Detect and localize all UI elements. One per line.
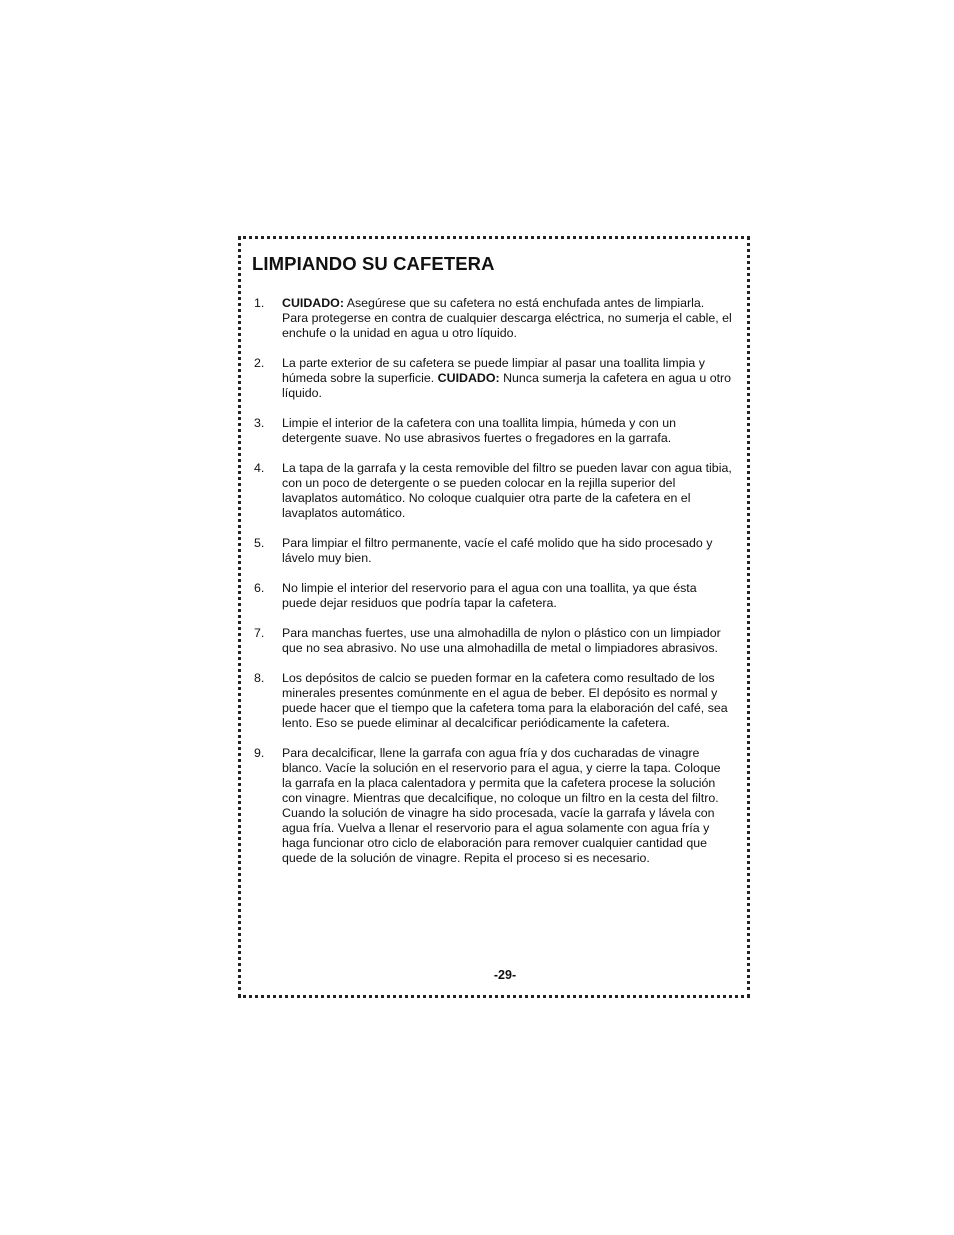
item-text: No limpie el interior del reservorio para el agua con una toallita, ya que ésta puede dejar residuos que podría tapar la cafetera.: [282, 581, 697, 610]
item-text: Para decalcificar, llene la garrafa con agua fría y dos cucharadas de vinagre blanco. Vacíe la solución en el reservorio para el agua, y cierre la tapa. Coloque la garrafa en la placa calentadora y permita que la cafetera procese la solución con vinagre. Mientras que decalcifique, no coloque un filtro en la cesta del filtro. Cuando la solución de vinagre ha sido procesada, vacíe la garrafa y lávela con agua fría. Vuelva a llenar el reservorio para el agua solamente con agua fría y haga funcionar otro ciclo de elaboración para remover cualquier cantidad que quede de la solución de vinagre. Repita el proceso si es necesario.: [282, 746, 721, 865]
list-item: [254, 296, 732, 341]
item-text: Los depósitos de calcio se pueden formar en la cafetera como resultado de los minerales presentes comúnmente en el agua de beber. El depósito es normal y puede hacer que el tiempo que la cafetera toma para la elaboración del café, sea lento. Eso se puede eliminar al decalcificar periódicamente la cafetera.: [282, 671, 728, 730]
item-body-tail: Nunca sumerja la cafetera en agua u otro líquido.: [282, 371, 732, 400]
list-item: [254, 626, 732, 656]
item-text: Para manchas fuertes, use una almohadilla de nylon o plástico con un limpiador que no sea abrasivo. No use una almohadilla de metal o limpiadores abrasivos.: [282, 626, 721, 655]
item-number: 5.: [254, 536, 265, 550]
list-item: [254, 536, 732, 566]
cleaning-instructions-list: [254, 296, 732, 881]
item-text: Para limpiar el filtro permanente, vacíe el café molido que ha sido procesado y lávelo muy bien.: [282, 536, 713, 565]
item-body: Asegúrese que su cafetera no está enchufada antes de limpiarla. Para protegerse en contra de cualquier descarga eléctrica, no sumerja el cable, el enchufe o la unidad en agua u otro líquido.: [282, 296, 732, 340]
item-number: 4.: [254, 461, 265, 475]
item-text: La tapa de la garrafa y la cesta removible del filtro se pueden lavar con agua tibia, con un poco de detergente o se pueden colocar en la rejilla superior del lavaplatos automático. No coloque cualquier otra parte de la cafetera en el lavaplatos automático.: [282, 461, 732, 520]
caution-label: CUIDADO:: [282, 296, 344, 310]
item-number: 2.: [254, 356, 265, 370]
page-number: -29-: [493, 968, 517, 982]
item-number: 6.: [254, 581, 265, 595]
list-item: [254, 356, 732, 401]
item-text: [282, 296, 732, 341]
item-text: [282, 356, 732, 401]
list-item: [254, 416, 732, 446]
item-number: 3.: [254, 416, 265, 430]
list-item: [254, 461, 732, 521]
item-body: La parte exterior de su cafetera se puede limpiar al pasar una toallita limpia y húmeda sobre la superficie.: [282, 356, 705, 385]
item-number: 9.: [254, 746, 265, 760]
list-item: [254, 581, 732, 611]
item-number: 8.: [254, 671, 265, 685]
page-title: LIMPIANDO SU CAFETERA: [252, 253, 495, 274]
item-number: 7.: [254, 626, 265, 640]
item-text: Limpie el interior de la cafetera con una toallita limpia, húmeda y con un detergente suave. No use abrasivos fuertes o fregadores en la garrafa.: [282, 416, 676, 445]
list-item: [254, 671, 732, 731]
list-item: [254, 746, 732, 866]
item-number: 1.: [254, 296, 265, 310]
caution-label: CUIDADO:: [437, 371, 500, 385]
